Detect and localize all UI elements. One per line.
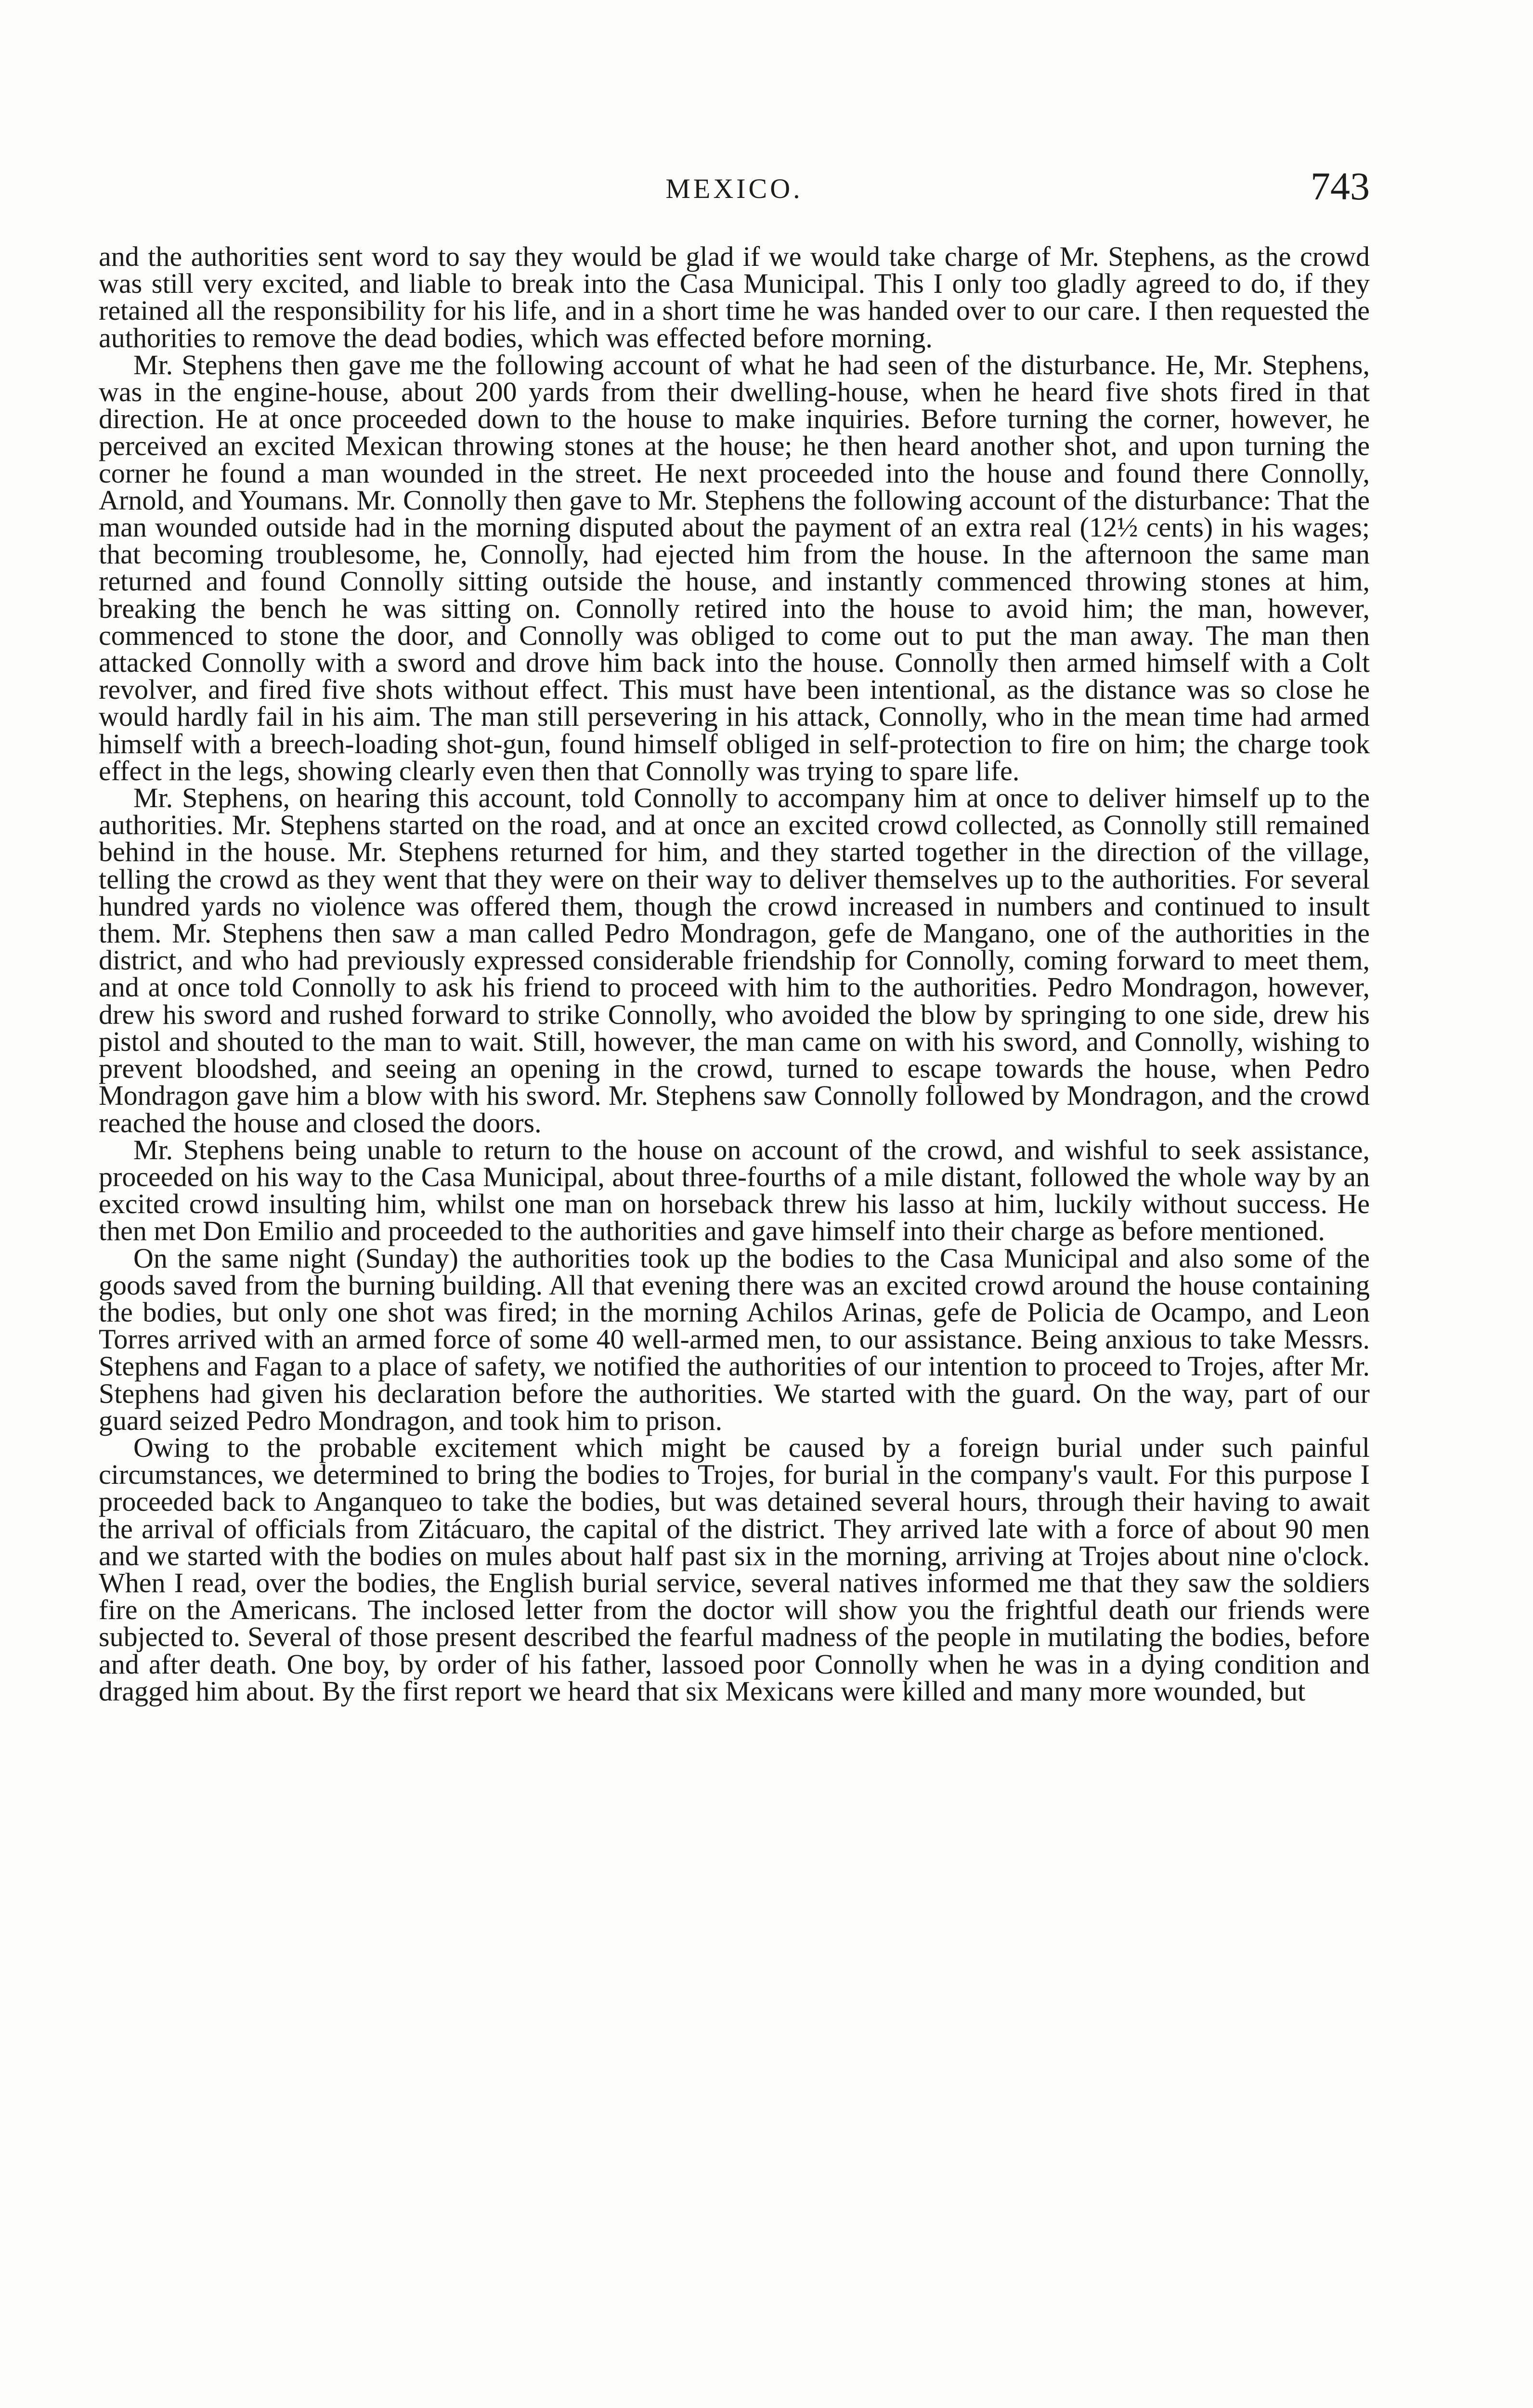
running-head: MEXICO.: [665, 173, 803, 204]
page-number: 743: [1311, 164, 1370, 208]
paragraph-stephens-account: Mr. Stephens then gave me the following account of what he had seen of the disturbance. He, Mr. Stephens, was in the engine-house, about 200 yards from their dwelling-house, when he heard five shots fired in that direction. He at once proceeded down to the house to make inquiries. Before turning the corner, however, he perceived an excited Mexican throwing stones at the house; he then heard another shot, and upon turning the corner he found a man wounded in the street. He next proceeded into the house and found there Connolly, Arnold, and Youmans. Mr. Connolly then gave to Mr. Stephens the following account of the disturbance: That the man wounded outside had in the morning disputed about the payment of an extra real (12½ cents) in his wages; that becoming troublesome, he, Connolly, had ejected him from the house. In the afternoon the same man returned and found Connolly sitting outside the house, and instantly commenced throwing stones at him, breaking the bench he was sitting on. Connolly retired into the house to avoid him; the man, however, commenced to stone the door, and Connolly was obliged to come out to put the man away. The man then attacked Connolly with a sword and drove him back into the house. Connolly then armed himself with a Colt revolver, and fired five shots without effect. This must have been intentional, as the distance was so close he would hardly fail in his aim. The man still persevering in his attack, Connolly, who in the mean time had armed himself with a breech-loading shot-gun, found himself obliged in self-protection to fire on him; the charge took effect in the legs, showing clearly even then that Connolly was trying to spare life.: [99, 349, 1370, 786]
paragraph-connolly-surrender: Mr. Stephens, on hearing this account, told Connolly to accompany him at once to deliver himself up to the authorities. Mr. Stephens started on the road, and at once an excited crowd collected, as Connolly still remained behind in the house. Mr. Stephens returned for him, and they started together in the direction of the village, telling the crowd as they went that they were on their way to deliver themselves up to the authorities. For several hundred yards no violence was offered them, though the crowd increased in numbers and continued to insult them. Mr. Stephens then saw a man called Pedro Mondragon, gefe de Mangano, one of the authorities in the district, and who had previously expressed considerable friendship for Connolly, coming forward to meet them, and at once told Connolly to ask his friend to proceed with him to the authorities. Pedro Mondragon, however, drew his sword and rushed forward to strike Connolly, who avoided the blow by springing to one side, drew his pistol and shouted to the man to wait. Still, however, the man came on with his sword, and Connolly, wishing to prevent bloodshed, and seeing an opening in the crowd, turned to escape towards the house, when Pedro Mondragon gave him a blow with his sword. Mr. Stephens saw Connolly followed by Mondragon, and the crowd reached the house and closed the doors.: [99, 782, 1370, 1139]
paragraph-continued: and the authorities sent word to say they would be glad if we would take charge of Mr. Stephens, as the crowd was still very excited, and liable to break into the Casa Municipal. This I only too gladly agreed to do, if they retained all the responsibility for his life, and in a short time he was handed over to our care. I then requested the authorities to remove the dead bodies, which was effected before morning.: [99, 243, 1370, 353]
body-text: [99, 243, 1370, 2408]
paragraph-casa-municipal: Mr. Stephens being unable to return to the house on account of the crowd, and wishful to seek assistance, proceeded on his way to the Casa Municipal, about three-fourths of a mile distant, followed the whole way by an excited crowd insulting him, whilst one man on horseback threw his lasso at him, luckily without success. He then met Don Emilio and proceeded to the authorities and gave himself into their charge as before mentioned.: [99, 1134, 1370, 1247]
paragraph-same-night: On the same night (Sunday) the authorities took up the bodies to the Casa Municipal and also some of the goods saved from the burning building. All that evening there was an excited crowd around the house containing the bodies, but only one shot was fired; in the morning Achilos Arinas, gefe de Policia de Ocampo, and Leon Torres arrived with an armed force of some 40 well-armed men, to our assistance. Being anxious to take Messrs. Stephens and Fagan to a place of safety, we notified the authorities of our intention to proceed to Trojes, after Mr. Stephens had given his declaration before the authorities. We started with the guard. On the way, part of our guard seized Pedro Mondragon, and took him to prison.: [99, 1242, 1370, 1436]
page-header: [99, 164, 1370, 222]
paragraph-burial: Owing to the probable excitement which might be caused by a foreign burial under such painful circumstances, we determined to bring the bodies to Trojes, for burial in the company's vault. For this purpose I proceeded back to Anganqueo to take the bodies, but was detained several hours, through their having to await the arrival of officials from Zitácuaro, the capital of the district. They arrived late with a force of about 90 men and we started with the bodies on mules about half past six in the morning, arriving at Trojes about nine o'clock. When I read, over the bodies, the English burial service, several natives informed me that they saw the soldiers fire on the Americans. The inclosed letter from the doctor will show you the frightful death our friends were subjected to. Several of those present described the fearful madness of the people in mutilating the bodies, before and after death. One boy, by order of his father, lassoed poor Connolly when he was in a dying condition and dragged him about. By the first report we heard that six Mexicans were killed and many more wounded, but: [99, 1431, 1370, 1707]
